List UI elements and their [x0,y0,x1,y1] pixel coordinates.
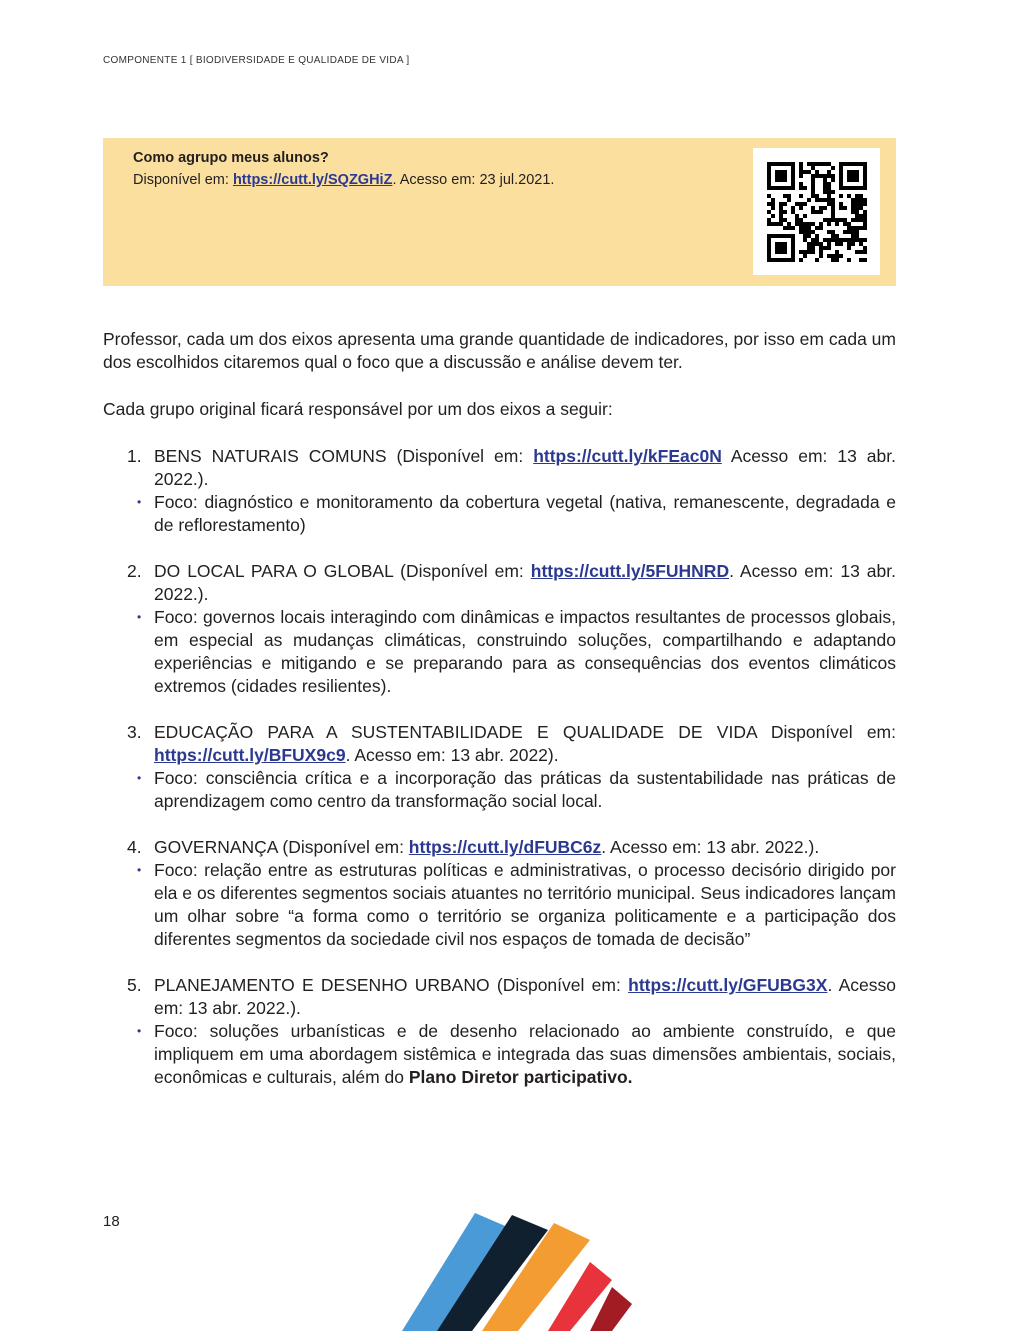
focus-emphasis: Plano Diretor participativo. [408,1067,633,1087]
bullet-icon: • [137,495,142,509]
lead-paragraph: Cada grupo original ficará responsável por um dos eixos a seguir: [103,399,613,419]
item-link[interactable]: https://cutt.ly/BFUX9c9 [154,745,346,765]
item-title: EDUCAÇÃO PARA A SUSTENTABILIDADE E QUALIDADE DE VIDA Disponível em: [154,722,896,742]
page-number: 18 [103,1213,120,1230]
item-title: DO LOCAL PARA O GLOBAL (Disponível em: [154,561,531,581]
callout-prefix: Disponível em: [133,172,233,188]
focus-text: Foco: governos locais interagindo com dinâmicas e impactos resultantes de processos globais, em especial as mudanças climáticas, construindo soluções, compartilhando e adaptando experiências e mitigando e se preparando para as consequências dos eventos climáticos extremos (cidades resilientes). [154,607,896,696]
item-number: 3. [127,722,142,742]
item-title: BENS NATURAIS COMUNS (Disponível em: [154,446,534,466]
callout-link[interactable]: https://cutt.ly/SQZGHiZ [232,172,393,188]
item-link[interactable]: https://cutt.ly/dFUBC6z [408,837,602,857]
focus-text: Foco: diagnóstico e monitoramento da cobertura vegetal (nativa, remanescente, degradada e de reflorestamento) [154,492,896,535]
bullet-icon: • [137,771,142,785]
item-link[interactable]: https://cutt.ly/kFEac0N [533,446,722,466]
callout-title: Como agrupo meus alunos? [133,150,329,166]
item-number: 2. [127,561,142,581]
bullet-icon: • [137,610,142,624]
focus-text: Foco: soluções urbanísticas e de desenho relacionado ao ambiente construído, e que impliquem em uma abordagem sistêmica e integrada das suas dimensões ambientais, sociais, econômicas e culturais, além do [154,1021,896,1087]
item-access: . Acesso em: 13 abr. 2022.). [154,561,896,604]
item-number: 1. [127,446,142,466]
item-number: 4. [127,837,142,857]
callout-suffix: . Acesso em: 23 jul.2021. [392,172,555,188]
bullet-icon: • [137,863,142,877]
item-title: PLANEJAMENTO E DESENHO URBANO (Disponível em: [154,975,629,995]
item-title: GOVERNANÇA (Disponível em: [154,837,409,857]
running-header: COMPONENTE 1 [ BIODIVERSIDADE E QUALIDADE DE VIDA ] [103,55,410,66]
focus-text: Foco: relação entre as estruturas políticas e administrativas, o processo decisório dirigido por ela e os diferentes segmentos sociais atuantes no território municipal. Seus indicadores lançam um olhar sobre “a forma como o território se organiza politicamente e a participação dos diferentes segmentos da sociedade civil nos espaços de tomada de decisão” [154,860,896,949]
focus-text: Foco: consciência crítica e a incorporação das práticas da sustentabilidade nas práticas de aprendizagem como centro da transformação social local. [154,768,896,811]
bullet-icon: • [137,1024,142,1038]
item-link[interactable]: https://cutt.ly/5FUHNRD [530,561,730,581]
item-number: 5. [127,975,142,995]
intro-paragraph: Professor, cada um dos eixos apresenta uma grande quantidade de indicadores, por isso em cada um dos escolhidos citaremos qual o foco que a discussão e análise devem ter. [103,329,896,372]
item-access: Acesso em: 13 abr. 2022.). [154,446,896,489]
item-access: . Acesso em: 13 abr. 2022.). [154,975,896,1018]
item-link[interactable]: https://cutt.ly/GFUBG3X [628,975,828,995]
item-access: . Acesso em: 13 abr. 2022.). [601,837,820,857]
item-access: . Acesso em: 13 abr. 2022). [345,745,559,765]
